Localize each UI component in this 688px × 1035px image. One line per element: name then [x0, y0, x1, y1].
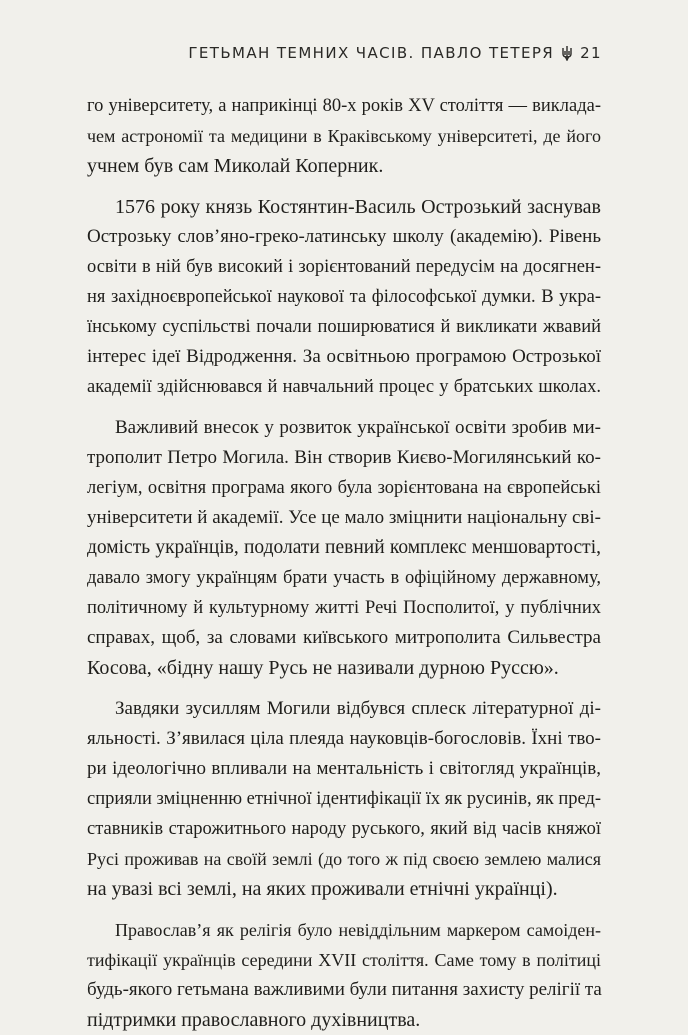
text-line: підтримки православного духівництва.	[87, 1009, 421, 1031]
text-line: на увазі всі землі, на яких проживали етнічні українці).	[87, 878, 558, 900]
body-text	[87, 91, 601, 1035]
paragraph	[87, 915, 601, 1035]
running-title: ГЕТЬМАН ТЕМНИХ ЧАСІВ. ПАВЛО ТЕТЕРЯ	[188, 44, 555, 62]
text-line: ри ідеологічно впливали на ментальність і світогляд українців,	[87, 758, 601, 779]
text-line: трополит Петро Могила. Він створив Києво-Могилянський ко-	[87, 447, 601, 468]
text-line: домість українців, подолати певний комплекс меншовартості,	[87, 537, 601, 558]
text-line: яльності. З’явилася ціла плеяда науковців-богословів. Їхні тво-	[87, 728, 601, 749]
text-line: го університету, а наприкінці 80-х років XV століття — виклада-	[87, 96, 601, 116]
paragraph	[87, 91, 601, 181]
text-line: ставників старожитнього народу руського, який від часів княжої	[87, 819, 601, 839]
trident-icon	[561, 45, 573, 61]
text-line: Завдяки зусиллям Могили відбувся сплеск літературної ді-	[115, 698, 601, 719]
text-line: Православ’я як релігія було невіддільним маркером самоіден-	[115, 920, 601, 940]
paragraph	[87, 192, 601, 402]
text-line: університети й академії. Усе це мало зміцнити національну сві-	[87, 507, 601, 528]
text-line: Косова, «бідну нашу Русь не називали дурною Руссю».	[87, 657, 559, 679]
page-number: 21	[580, 44, 602, 62]
text-line: учнем був сам Миколай Коперник.	[87, 155, 384, 177]
text-line: Русі проживав на своїй землі (до того ж під своєю землею малися	[87, 849, 601, 869]
text-line: 1576 року князь Костянтин-Василь Острозький заснував	[115, 196, 601, 218]
text-line: політичному й культурному житті Речі Посполитої, у публічних	[87, 598, 601, 618]
text-line: інтерес ідеї Відродження. За освітньою програмою Острозької	[87, 346, 601, 367]
paragraph	[87, 413, 601, 683]
text-line: ня західноєвропейської наукової та філософської думки. В укра-	[87, 287, 601, 307]
text-line: сприяли зміцненню етнічної ідентифікації їх як русинів, як пред-	[87, 789, 602, 809]
text-line: легіум, освітня програма якого була зорієнтована на європейські	[87, 478, 601, 498]
text-line: Острозьку слов’яно-греко-латинську школу (академію). Рівень	[87, 226, 601, 247]
text-line: академії здійснювався й навчальний процес у братських школах.	[87, 377, 601, 397]
text-line: Важливий внесок у розвиток української освіти зробив ми-	[115, 417, 601, 438]
text-line: їнському суспільстві почали поширюватися й викликати жвавий	[87, 317, 601, 337]
text-line: тифікації українців середини XVII століття. Саме тому в політиці	[87, 950, 601, 970]
text-line: справах, щоб, за словами київського митрополита Сильвестра	[87, 627, 601, 648]
text-line: будь-якого гетьмана важливими були питання захисту релігії та	[87, 979, 602, 1000]
running-head	[188, 44, 602, 62]
text-line: давало змогу українцям брати участь в офіційному державному,	[87, 568, 601, 588]
paragraph	[87, 694, 601, 904]
text-line: освіти в ній був високий і зорієнтований передусім на досягнен-	[87, 257, 601, 277]
text-line: чем астрономії та медицини в Краківському університеті, де його	[87, 126, 601, 146]
